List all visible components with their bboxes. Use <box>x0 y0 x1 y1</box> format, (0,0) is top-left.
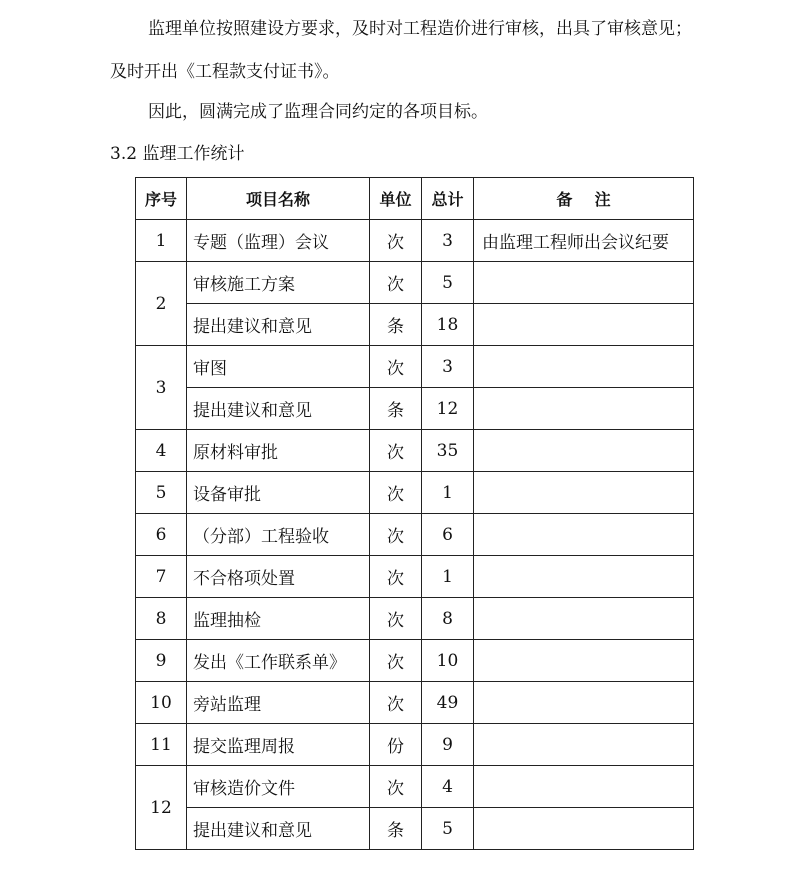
cell-note <box>474 304 694 346</box>
cell-unit: 次 <box>370 262 422 304</box>
cell-unit: 次 <box>370 766 422 808</box>
cell-item: 提出建议和意见 <box>187 808 370 850</box>
cell-total: 9 <box>422 724 474 766</box>
paragraph-1-line-1: 监理单位按照建设方要求，及时对工程造价进行审核，出具了审核意见； <box>148 19 692 39</box>
cell-note <box>474 682 694 724</box>
cell-seq: 11 <box>136 724 187 766</box>
table-row <box>136 808 694 850</box>
cell-total: 10 <box>422 640 474 682</box>
cell-total: 5 <box>422 808 474 850</box>
cell-item: 原材料审批 <box>187 430 370 472</box>
cell-seq: 8 <box>136 598 187 640</box>
cell-unit: 份 <box>370 724 422 766</box>
cell-total: 6 <box>422 514 474 556</box>
cell-unit: 次 <box>370 556 422 598</box>
paragraph-2: 因此，圆满完成了监理合同约定的各项目标。 <box>148 102 488 122</box>
header-unit: 单位 <box>370 178 422 220</box>
cell-unit: 次 <box>370 220 422 262</box>
cell-unit: 次 <box>370 430 422 472</box>
cell-seq: 2 <box>136 262 187 346</box>
header-total: 总计 <box>422 178 474 220</box>
table-row <box>136 262 694 304</box>
cell-unit: 次 <box>370 346 422 388</box>
cell-total: 18 <box>422 304 474 346</box>
cell-item: 审图 <box>187 346 370 388</box>
cell-total: 1 <box>422 556 474 598</box>
cell-unit: 条 <box>370 808 422 850</box>
cell-unit: 条 <box>370 388 422 430</box>
cell-seq: 12 <box>136 766 187 850</box>
cell-note <box>474 262 694 304</box>
cell-unit: 次 <box>370 514 422 556</box>
table-row <box>136 682 694 724</box>
cell-item: （分部）工程验收 <box>187 514 370 556</box>
cell-seq: 3 <box>136 346 187 430</box>
table-row <box>136 346 694 388</box>
cell-note <box>474 514 694 556</box>
supervision-stats-table <box>135 177 694 850</box>
table-row <box>136 724 694 766</box>
cell-unit: 次 <box>370 598 422 640</box>
cell-item: 旁站监理 <box>187 682 370 724</box>
header-note: 备 注 <box>474 178 694 220</box>
table-row <box>136 766 694 808</box>
cell-unit: 次 <box>370 640 422 682</box>
cell-item: 提出建议和意见 <box>187 388 370 430</box>
cell-seq: 9 <box>136 640 187 682</box>
cell-total: 35 <box>422 430 474 472</box>
cell-total: 4 <box>422 766 474 808</box>
cell-item: 监理抽检 <box>187 598 370 640</box>
table-row <box>136 472 694 514</box>
cell-note <box>474 346 694 388</box>
cell-total: 3 <box>422 346 474 388</box>
cell-total: 1 <box>422 472 474 514</box>
table-row <box>136 388 694 430</box>
header-seq: 序号 <box>136 178 187 220</box>
cell-note <box>474 724 694 766</box>
cell-item: 设备审批 <box>187 472 370 514</box>
cell-item: 审核施工方案 <box>187 262 370 304</box>
section-heading: 3.2 监理工作统计 <box>110 144 245 164</box>
cell-total: 49 <box>422 682 474 724</box>
cell-note <box>474 430 694 472</box>
cell-seq: 4 <box>136 430 187 472</box>
cell-total: 12 <box>422 388 474 430</box>
cell-note: 由监理工程师出会议纪要 <box>474 220 694 262</box>
table-row <box>136 640 694 682</box>
cell-total: 5 <box>422 262 474 304</box>
table-row <box>136 220 694 262</box>
table-row <box>136 514 694 556</box>
cell-item: 专题（监理）会议 <box>187 220 370 262</box>
cell-seq: 6 <box>136 514 187 556</box>
cell-note <box>474 388 694 430</box>
cell-unit: 次 <box>370 472 422 514</box>
cell-note <box>474 808 694 850</box>
cell-item: 发出《工作联系单》 <box>187 640 370 682</box>
cell-seq: 10 <box>136 682 187 724</box>
cell-item: 提交监理周报 <box>187 724 370 766</box>
table-header-row <box>136 178 694 220</box>
table-row <box>136 430 694 472</box>
cell-note <box>474 472 694 514</box>
paragraph-1-line-2: 及时开出《工程款支付证书》。 <box>110 62 340 82</box>
cell-unit: 条 <box>370 304 422 346</box>
table-row <box>136 598 694 640</box>
cell-note <box>474 766 694 808</box>
cell-item: 提出建议和意见 <box>187 304 370 346</box>
cell-item: 不合格项处置 <box>187 556 370 598</box>
cell-total: 8 <box>422 598 474 640</box>
cell-seq: 5 <box>136 472 187 514</box>
cell-unit: 次 <box>370 682 422 724</box>
cell-item: 审核造价文件 <box>187 766 370 808</box>
cell-seq: 1 <box>136 220 187 262</box>
table-row <box>136 304 694 346</box>
cell-note <box>474 598 694 640</box>
cell-note <box>474 640 694 682</box>
header-item: 项目名称 <box>187 178 370 220</box>
table-row <box>136 556 694 598</box>
cell-note <box>474 556 694 598</box>
cell-total: 3 <box>422 220 474 262</box>
cell-seq: 7 <box>136 556 187 598</box>
